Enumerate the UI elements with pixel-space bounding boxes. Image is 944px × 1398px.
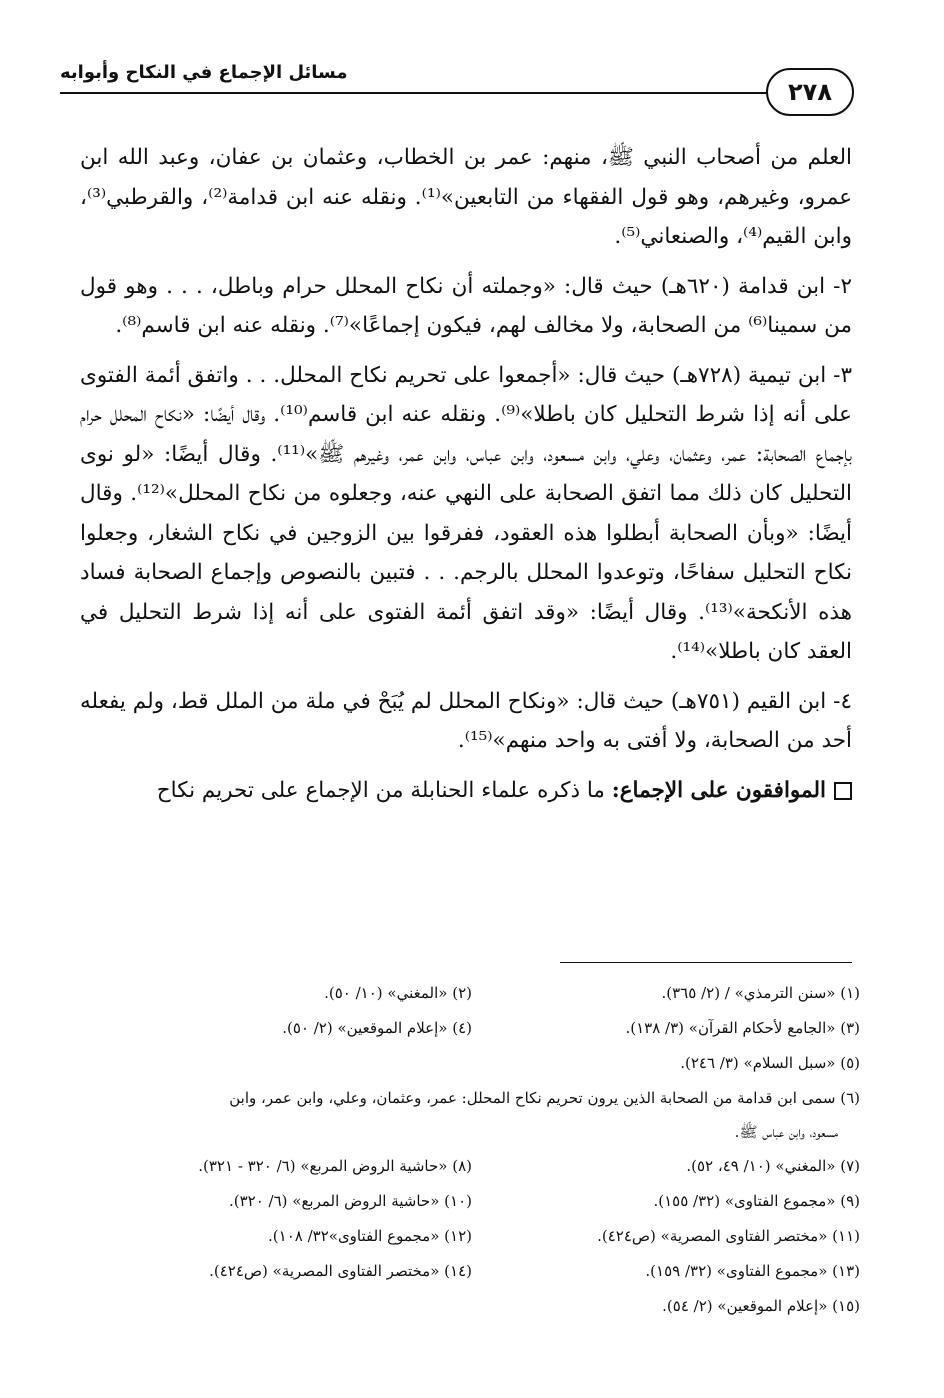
- page-header: [60, 50, 850, 130]
- page-number: ٢٧٨: [766, 68, 854, 116]
- footnote-row: [84, 1149, 860, 1184]
- footnote: (٥) «سبل السلام» (٣/ ٢٤٦).: [680, 1054, 860, 1072]
- agreeing-text: ما ذكره علماء الحنابلة من الإجماع على تحريم نكاح: [156, 777, 605, 803]
- square-bullet-icon: [834, 782, 852, 800]
- footnote: (١٥) «إعلام الموقعين» (٢/ ٥٤).: [662, 1297, 860, 1315]
- footnote: (٧) «المغني» (١٠/ ٤٩، ٥٢).: [686, 1157, 860, 1175]
- footnote: (١) «سنن الترمذي» / (٢/ ٣٦٥).: [661, 984, 860, 1002]
- footnote: (١٤) «مختصر الفتاوى المصرية» (ص٤٢٤).: [209, 1262, 472, 1280]
- running-title: مسائل الإجماع في النكاح وأبوابه: [60, 62, 348, 83]
- main-text: [80, 138, 852, 820]
- footnote-line: (٦) سمى ابن قدامة من الصحابة الذين يرون تحريم نكاح المحلل: عمر، وعثمان، وعلي، وابن عمر، وابن: [229, 1089, 860, 1107]
- footnote: (١٢) «مجموع الفتاوى»٣٢/ ١٠٨).: [268, 1227, 472, 1245]
- footnotes: [84, 976, 860, 1324]
- footnote: (٨) «حاشية الروض المربع» (٦/ ٣٢٠ - ٣٢١).: [198, 1157, 472, 1175]
- footnote-row: [84, 976, 860, 1011]
- paragraph-ibn-taymiyyah: ٣- ابن تيمية (٧٢٨هـ) حيث قال: «أجمعوا على تحريم نكاح المحلل. . . واتفق أئمة الفتوى على أنه إذا شرط التحليل كان باطلا»⁽⁹⁾. ونقله عنه ابن قاسم⁽¹⁰⁾. وقال أيضًا: «نكاح المحلل حرام بإجماع الصحابة: عمر، وعثمان، وعلي، وابن مسعود، وابن عباس، وابن عمر، وغيرهم ﷺ»⁽¹¹⁾. وقال أيضًا: «لو نوى التحليل كان ذلك مما اتفق الصحابة على النهي عنه، وجعلوه من نكاح المحلل»⁽¹²⁾. وقال أيضًا: «وبأن الصحابة أبطلوا هذه العقود، ففرقوا بين الزوجين في نكاح الشغار، وجعلوا نكاح التحليل سفاحًا، وتوعدوا المحلل بالرجم. . . فتبين بالنصوص وإجماع الصحابة فساد هذه الأنكحة»⁽¹³⁾. وقال أيضًا: «وقد اتفق أئمة الفتوى على أنه إذا شرط التحليل في العقد كان باطلا»⁽¹⁴⁾.: [80, 362, 852, 664]
- footnote-row: [84, 1289, 860, 1324]
- footnote: (٣) «الجامع لأحكام القرآن» (٣/ ١٣٨).: [625, 1019, 860, 1037]
- footnote: (١١) «مختصر الفتاوى المصرية» (ص٤٢٤).: [597, 1227, 860, 1245]
- footnote-row: [84, 1184, 860, 1219]
- footnote: (١٣) «مجموع الفتاوى» (٣٢/ ١٥٩).: [645, 1262, 860, 1280]
- footnote: (٢) «المغني» (١٠/ ٥٠).: [324, 984, 472, 1002]
- footnote: (٤) «إعلام الموقعين» (٢/ ٥٠).: [282, 1019, 472, 1037]
- paragraph-ibn-alqayyim: ٤- ابن القيم (٧٥١هـ) حيث قال: «ونكاح المحلل لم يُبَحْ في ملة من الملل قط، ولم يفعله أحد من الصحابة، ولا أفتى به واحد منهم»⁽¹⁵⁾.: [80, 688, 852, 753]
- footnote: (١٠) «حاشية الروض المربع» (٦/ ٣٢٠).: [228, 1192, 472, 1210]
- footnote-row: [84, 1046, 860, 1081]
- footnote-separator: [560, 962, 852, 963]
- footnote-row: [84, 1254, 860, 1289]
- header-rule: [60, 92, 770, 94]
- footnote: (٩) «مجموع الفتاوى» (٣٢/ ١٥٥).: [653, 1192, 860, 1210]
- paragraph-ibn-qudamah: ٢- ابن قدامة (٦٢٠هـ) حيث قال: «وجملته أن نكاح المحلل حرام وباطل، . . . وهو قول من سمينا⁽⁶⁾ من الصحابة، ولا مخالف لهم، فيكون إجماعًا»⁽⁷⁾. ونقله عنه ابن قاسم⁽⁸⁾.: [80, 273, 852, 338]
- footnote-long: [84, 1081, 860, 1149]
- paragraph-continuation: العلم من أصحاب النبي ﷺ، منهم: عمر بن الخطاب، وعثمان بن عفان، وعبد الله ابن عمرو، وغيرهم، وهو قول الفقهاء من التابعين»⁽¹⁾. ونقله عنه ابن قدامة⁽²⁾، والقرطبي⁽³⁾، وابن القيم⁽⁴⁾، والصنعاني⁽⁵⁾.: [80, 145, 853, 249]
- footnote-row: [84, 1219, 860, 1254]
- paragraph-agreeing: [80, 771, 852, 811]
- footnote-row: [84, 1011, 860, 1046]
- agreeing-heading: الموافقون على الإجماع:: [611, 777, 826, 803]
- footnote-line: مسعود، وابن عباس ﷺ.: [734, 1123, 838, 1141]
